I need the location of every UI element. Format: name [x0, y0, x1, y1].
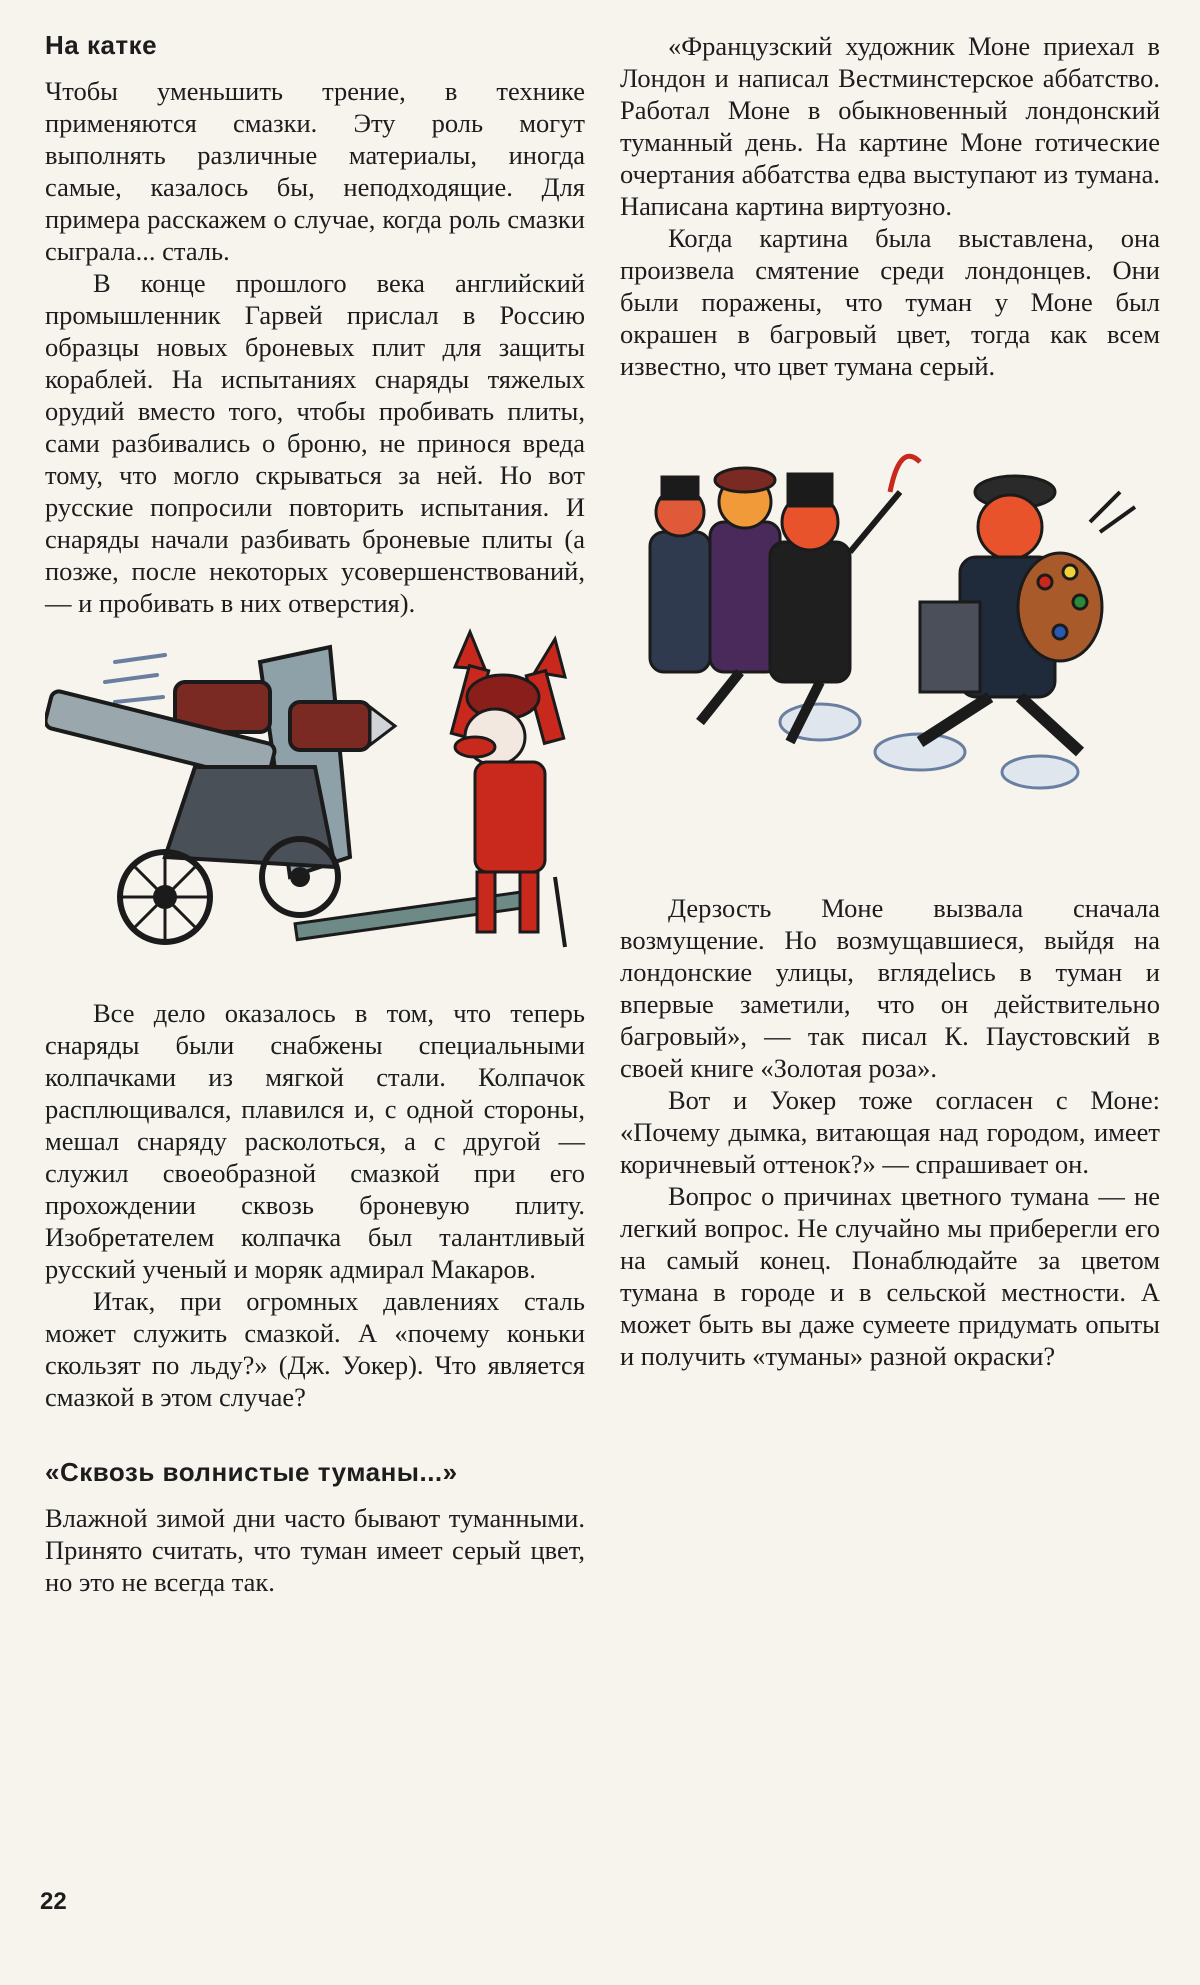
- paragraph: Влажной зимой дни часто бывают туманными. Принято считать, что туман имеет серый цвет, но это не всегда так.: [45, 1503, 585, 1597]
- paragraph: Вопрос о причинах цветного тумана — не легкий вопрос. Не случайно мы приберегли его на самый конец. Понаблюдайте за цветом тумана в городе и в сельской местности. А может быть вы даже сумеете придумать опыты и получить «туманы» разной окраски?: [620, 1181, 1160, 1371]
- paragraph: Все дело оказалось в том, что теперь снаряды были снабжены специальными колпачками из мягкой стали. Колпачок расплющивался, плавился и, с одной стороны, мешал снаряду расколоться, а с другой — служил своеобразной смазкой при его прохождении сквозь броневую плиту. Изобретателем колпачка был талантливый русский ученый и моряк адмирал Макаров.: [45, 998, 585, 1284]
- paragraph: В конце прошлого века английский промышленник Гарвей прислал в Россию образцы новых броневых плит для защиты кораблей. На испытаниях снаряды тяжелых орудий вместо того, чтобы пробивать плиты, сами разбивались о броню, не принося вреда тому, что могло скрываться за ней. Но вот русские попросили повторить испытания. И снаряды начали разбивать броневые плиты (а позже, после некоторых усовершенствований,— и пробивать в них отверстия).: [45, 268, 585, 618]
- paragraph: Чтобы уменьшить трение, в технике применяются смазки. Эту роль могут выполнять различные материалы, иногда самые, казалось бы, неподходящие. Для примера расскажем о случае, когда роль смазки сыграла... сталь.: [45, 76, 585, 266]
- paragraph: Дерзость Моне вызвала сначала возмущение. Но возмущавшиеся, выйдя на лондонские улицы, вглядelись в туман и впервые заметили, что он действительно багровый», — так писал К. Паустовский в своей книге «Золотая роза».: [620, 893, 1160, 1083]
- paragraph: Вот и Уокер тоже согласен с Моне: «Почему дымка, витающая над городом, имеет коричневый оттенок?» — спрашивает он.: [620, 1085, 1160, 1179]
- right-column: [620, 30, 1160, 1372]
- left-column: [45, 30, 585, 1598]
- crowd-chasing-painter-illustration: [620, 422, 1160, 832]
- section-title-fog: «Сквозь волнистые туманы...»: [45, 1457, 458, 1487]
- cannon-drawing: [45, 627, 585, 997]
- cannon-illustration: [45, 627, 585, 997]
- section-title-skating: На катке: [45, 30, 158, 60]
- paragraph: «Французский художник Моне приехал в Лондон и написал Вестминстерское аббатство. Работал Моне в обыкновенный лондонский туманный день. На картине Моне готические очертания аббатства едва выступают из тумана. Написана картина виртуозно.: [620, 31, 1160, 221]
- page-number: 22: [40, 1888, 67, 1915]
- paragraph: Итак, при огромных давлениях сталь может служить смазкой. А «почему коньки скользят по льду?» (Дж. Уокер). Что является смазкой в этом случае?: [45, 1286, 585, 1412]
- crowd-drawing: [620, 422, 1160, 832]
- paragraph: Когда картина была выставлена, она произвела смятение среди лондонцев. Они были поражены, что туман у Моне был окрашен в багровый цвет, тогда как всем известно, что цвет тумана серый.: [620, 223, 1160, 381]
